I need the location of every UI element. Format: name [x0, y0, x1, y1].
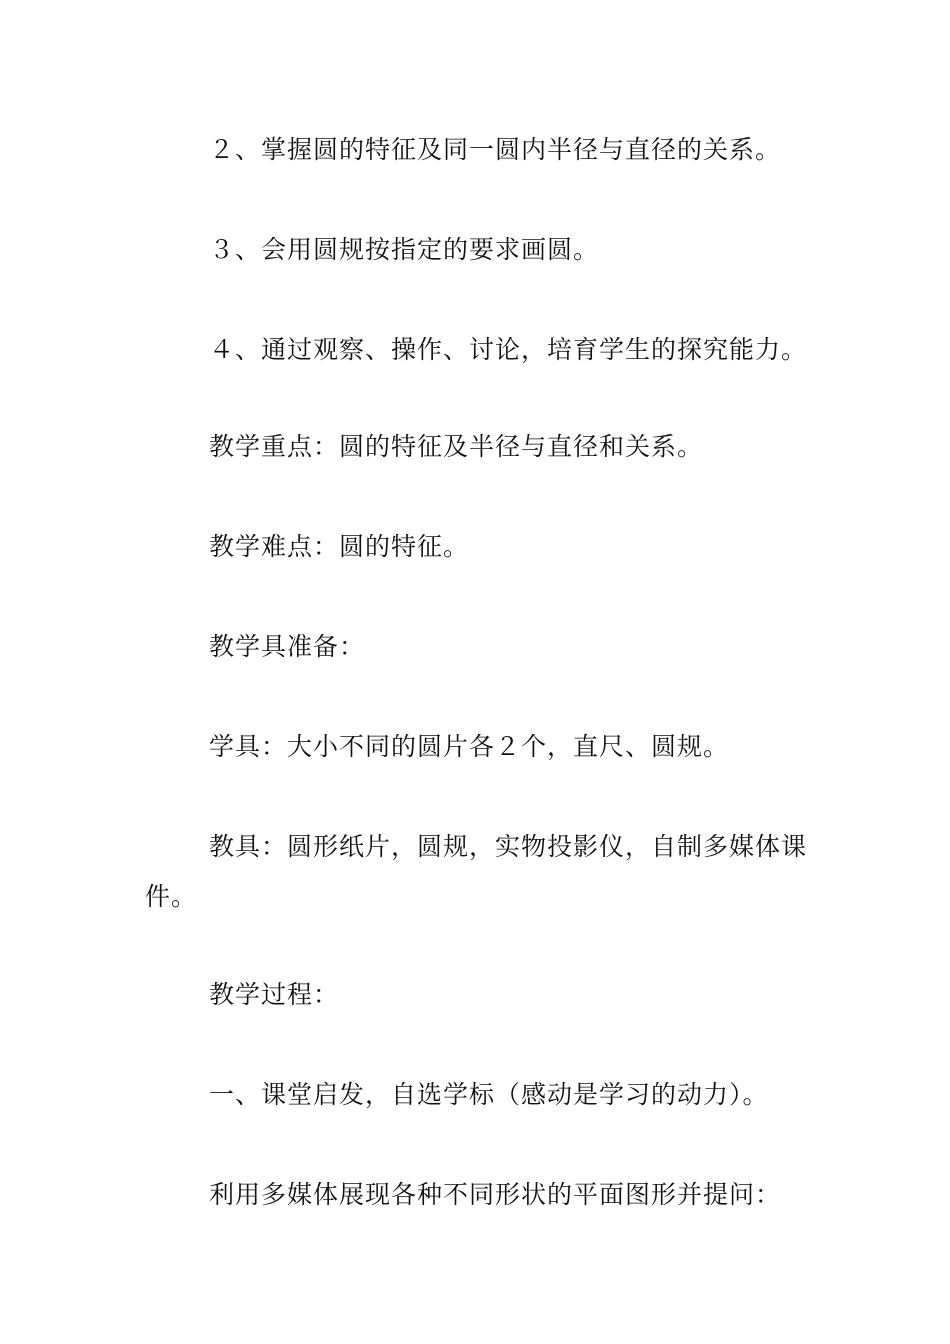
teaching-process-heading: 教学过程： — [209, 980, 340, 1009]
objective-3: ３、会用圆规按指定的要求画圆。 — [209, 235, 600, 264]
multimedia-prompt: 利用多媒体展现各种不同形状的平面图形并提问： — [209, 1180, 782, 1209]
teaching-focus: 教学重点：圆的特征及半径与直径和关系。 — [209, 432, 704, 461]
teaching-aids-heading: 教学具准备： — [209, 632, 366, 661]
section-one-heading: 一、课堂启发，自选学标（感动是学习的动力）。 — [209, 1080, 769, 1109]
objective-2: ２、掌握圆的特征及同一圆内半径与直径的关系。 — [209, 135, 782, 164]
objective-4: ４、通过观察、操作、讨论，培育学生的探究能力。 — [209, 335, 808, 364]
student-tools: 学具：大小不同的圆片各２个，直尺、圆规。 — [209, 732, 730, 761]
teaching-difficulty: 教学难点：圆的特征。 — [209, 532, 470, 561]
teacher-tools: 教具：圆形纸片，圆规，实物投影仪，自制多媒体课件。 — [145, 832, 808, 911]
